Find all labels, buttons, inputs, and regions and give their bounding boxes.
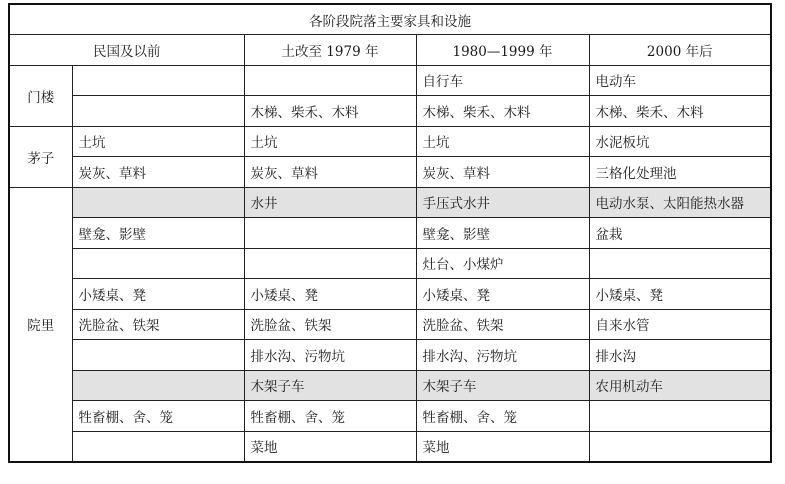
table-cell [72,65,244,96]
table-cell: 壁龛、影壁 [416,218,589,249]
table-row [9,157,771,188]
table-cell: 土坑 [416,126,589,157]
table-cell [72,96,244,127]
table-row [9,248,771,279]
table-cell [244,218,416,249]
table-cell: 排水沟 [589,340,771,371]
table-cell [72,431,244,462]
table-cell: 土坑 [72,126,244,157]
table-row [9,65,771,96]
table-row [9,309,771,340]
table-row [9,218,771,249]
table-cell: 洗脸盆、铁架 [416,309,589,340]
table-cell: 洗脸盆、铁架 [72,309,244,340]
table-cell [72,370,244,401]
header-period-2: 土改至 1979 年 [244,35,416,66]
table-cell [244,65,416,96]
table-cell: 三格化处理池 [589,157,771,188]
table-cell [589,431,771,462]
table-cell: 洗脸盆、铁架 [244,309,416,340]
table-cell: 自行车 [416,65,589,96]
facilities-table [8,3,772,463]
table-row [9,370,771,401]
table-row [9,187,771,218]
table-cell: 小矮桌、凳 [244,279,416,310]
table-cell: 水泥板坑 [589,126,771,157]
table-cell: 木梯、柴禾、木料 [416,96,589,127]
title-row [9,4,771,35]
table-cell: 电动车 [589,65,771,96]
table-cell: 菜地 [416,431,589,462]
section-label: 院里 [9,187,72,462]
table-row [9,96,771,127]
table-cell: 炭灰、草料 [72,157,244,188]
table-cell [72,248,244,279]
table-cell: 水井 [244,187,416,218]
header-row [9,35,771,66]
table-cell: 木架子车 [244,370,416,401]
table-cell [589,401,771,432]
table-title: 各阶段院落主要家具和设施 [9,4,771,35]
table-body [9,4,771,462]
table-cell: 木梯、柴禾、木料 [244,96,416,127]
table-cell: 手压式水井 [416,187,589,218]
table-cell: 农用机动车 [589,370,771,401]
table-cell: 盆栽 [589,218,771,249]
table-cell [244,248,416,279]
table-row [9,401,771,432]
table-cell [72,340,244,371]
table-cell: 小矮桌、凳 [416,279,589,310]
table-cell: 木梯、柴禾、木料 [589,96,771,127]
table-cell: 电动水泵、太阳能热水器 [589,187,771,218]
header-period-1: 民国及以前 [9,35,244,66]
table-cell: 木架子车 [416,370,589,401]
table-cell: 壁龛、影壁 [72,218,244,249]
header-period-3: 1980—1999 年 [416,35,589,66]
table-cell: 排水沟、污物坑 [416,340,589,371]
table-cell [589,248,771,279]
table-cell: 炭灰、草料 [416,157,589,188]
table-row [9,126,771,157]
table-cell: 土坑 [244,126,416,157]
table-cell: 小矮桌、凳 [589,279,771,310]
table-cell: 菜地 [244,431,416,462]
section-label: 茅子 [9,126,72,187]
table-row [9,431,771,462]
table-cell: 牲畜棚、舍、笼 [72,401,244,432]
section-label: 门楼 [9,65,72,126]
table-cell: 牲畜棚、舍、笼 [244,401,416,432]
table-row [9,279,771,310]
table-cell: 排水沟、污物坑 [244,340,416,371]
table-cell: 炭灰、草料 [244,157,416,188]
header-period-4: 2000 年后 [589,35,771,66]
table-cell [72,187,244,218]
table-cell: 灶台、小煤炉 [416,248,589,279]
table-row [9,340,771,371]
table-cell: 牲畜棚、舍、笼 [416,401,589,432]
table-cell: 自来水管 [589,309,771,340]
table-cell: 小矮桌、凳 [72,279,244,310]
